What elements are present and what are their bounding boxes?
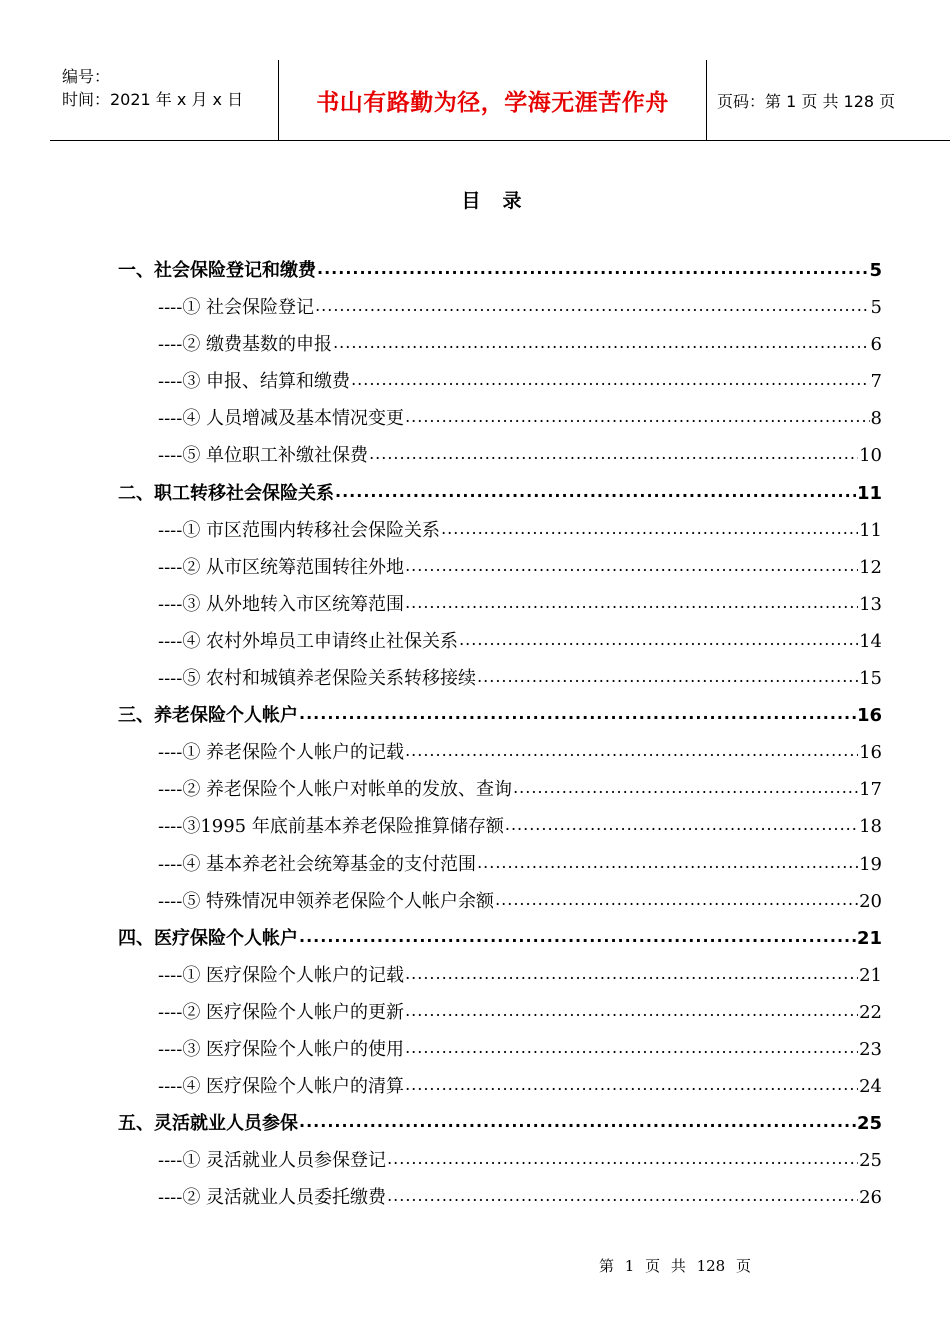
toc-subsection-entry[interactable] (118, 627, 882, 664)
toc-dot-leader (405, 1037, 858, 1055)
toc-subsection-entry[interactable] (118, 664, 882, 701)
toc-subsection-entry[interactable] (118, 1183, 882, 1220)
toc-entry-page-number: 20 (859, 890, 882, 912)
toc-entry-label: 四、医疗保险个人帐户 (118, 927, 298, 949)
toc-subsection-entry[interactable] (118, 1146, 882, 1183)
toc-title: 目录 (461, 190, 544, 212)
toc-entry-page-number: 16 (859, 742, 882, 764)
toc-subsection-entry[interactable] (118, 850, 882, 887)
toc-subsection-entry[interactable] (118, 1072, 882, 1109)
toc-entry-label: 一、社会保险登记和缴费 (118, 260, 316, 281)
toc-entry-page-number: 11 (856, 482, 882, 504)
document-time: 时间：2021 年 x 月 x 日 (62, 90, 244, 109)
toc-entry-page-number: 17 (859, 779, 882, 801)
toc-entry-page-number: 5 (869, 260, 882, 281)
toc-entry-label: ----③ 医疗保险个人帐户的使用 (158, 1038, 405, 1060)
toc-dot-leader (405, 555, 858, 573)
page-header (50, 60, 950, 141)
toc-dot-leader (299, 703, 856, 721)
toc-dot-leader (317, 258, 868, 276)
toc-section-entry[interactable] (118, 701, 882, 738)
toc-subsection-entry[interactable] (118, 738, 882, 775)
toc-entry-label: ----③1995 年底前基本养老保险推算储存额 (158, 816, 504, 838)
toc-entry-label: ----② 灵活就业人员委托缴费 (158, 1187, 387, 1209)
toc-entry-page-number: 25 (859, 1150, 882, 1172)
toc-subsection-entry[interactable] (118, 887, 882, 924)
toc-dot-leader (299, 926, 856, 944)
toc-entry-page-number: 21 (856, 927, 882, 949)
table-of-contents (118, 256, 882, 1220)
toc-entry-page-number: 23 (859, 1038, 882, 1060)
toc-entry-label: 五、灵活就业人员参保 (118, 1113, 298, 1135)
toc-entry-page-number: 14 (859, 630, 882, 652)
toc-entry-page-number: 7 (870, 371, 882, 393)
header-motto: 书山有路勤为径，学海无涯苦作舟 (279, 60, 707, 140)
toc-entry-label: ----④ 医疗保险个人帐户的清算 (158, 1076, 405, 1098)
toc-subsection-entry[interactable] (118, 367, 882, 404)
toc-entry-page-number: 13 (859, 593, 882, 615)
toc-subsection-entry[interactable] (118, 590, 882, 627)
toc-entry-label: ----③ 从外地转入市区统筹范围 (158, 593, 405, 615)
toc-entry-page-number: 5 (870, 297, 882, 319)
toc-dot-leader (405, 740, 858, 758)
toc-entry-label: ----② 医疗保险个人帐户的更新 (158, 1001, 405, 1023)
toc-dot-leader (405, 406, 869, 424)
toc-entry-label: 三、养老保险个人帐户 (118, 705, 298, 727)
toc-dot-leader (387, 1185, 858, 1203)
toc-dot-leader (477, 852, 858, 870)
toc-dot-leader (387, 1148, 858, 1166)
toc-dot-leader (495, 889, 858, 907)
toc-entry-page-number: 15 (859, 668, 882, 690)
toc-entry-label: ----① 医疗保险个人帐户的记载 (158, 964, 405, 986)
toc-entry-label: ----① 养老保险个人帐户的记载 (158, 742, 405, 764)
toc-dot-leader (335, 481, 856, 499)
toc-entry-page-number: 6 (870, 334, 882, 356)
toc-entry-page-number: 12 (859, 556, 882, 578)
toc-section-entry[interactable] (118, 924, 882, 961)
toc-entry-label: 二、职工转移社会保险关系 (118, 482, 334, 504)
toc-dot-leader (513, 777, 858, 795)
toc-entry-page-number: 22 (859, 1001, 882, 1023)
toc-entry-label: ----② 从市区统筹范围转往外地 (158, 556, 405, 578)
toc-subsection-entry[interactable] (118, 812, 882, 849)
toc-subsection-entry[interactable] (118, 998, 882, 1035)
toc-subsection-entry[interactable] (118, 293, 882, 330)
toc-entry-label: ----① 市区范围内转移社会保险关系 (158, 519, 441, 541)
toc-subsection-entry[interactable] (118, 330, 882, 367)
toc-dot-leader (459, 629, 858, 647)
toc-subsection-entry[interactable] (118, 961, 882, 998)
toc-dot-leader (315, 295, 869, 313)
toc-entry-page-number: 16 (856, 705, 882, 727)
toc-entry-label: ----① 灵活就业人员参保登记 (158, 1150, 387, 1172)
toc-entry-page-number: 25 (856, 1113, 882, 1135)
toc-section-entry[interactable] (118, 479, 882, 516)
toc-dot-leader (351, 369, 869, 387)
toc-entry-label: ----⑤ 单位职工补缴社保费 (158, 445, 369, 467)
toc-entry-page-number: 26 (859, 1187, 882, 1209)
toc-subsection-entry[interactable] (118, 441, 882, 478)
toc-entry-page-number: 10 (859, 445, 882, 467)
toc-entry-label: ----⑤ 特殊情况申领养老保险个人帐户余额 (158, 890, 495, 912)
toc-entry-label: ----⑤ 农村和城镇养老保险关系转移接续 (158, 668, 477, 690)
toc-entry-label: ----③ 申报、结算和缴费 (158, 371, 351, 393)
toc-dot-leader (299, 1111, 856, 1129)
toc-entry-label: ----④ 基本养老社会统筹基金的支付范围 (158, 853, 477, 875)
toc-entry-label: ----④ 农村外埠员工申请终止社保关系 (158, 630, 459, 652)
toc-entry-label: ----② 养老保险个人帐户对帐单的发放、查询 (158, 779, 513, 801)
toc-entry-page-number: 18 (859, 816, 882, 838)
toc-subsection-entry[interactable] (118, 553, 882, 590)
toc-dot-leader (405, 1000, 858, 1018)
toc-dot-leader (405, 963, 858, 981)
toc-section-entry[interactable] (118, 1109, 882, 1146)
toc-subsection-entry[interactable] (118, 516, 882, 553)
toc-subsection-entry[interactable] (118, 404, 882, 441)
toc-dot-leader (333, 332, 869, 350)
toc-dot-leader (477, 666, 858, 684)
header-page-info: 页码：第 1 页 共 128 页 (717, 91, 896, 111)
toc-entry-label: ----② 缴费基数的申报 (158, 334, 333, 356)
toc-entry-label: ----④ 人员增减及基本情况变更 (158, 408, 405, 430)
toc-subsection-entry[interactable] (118, 775, 882, 812)
toc-subsection-entry[interactable] (118, 1035, 882, 1072)
toc-entry-page-number: 24 (859, 1076, 882, 1098)
toc-dot-leader (369, 443, 858, 461)
toc-dot-leader (405, 592, 858, 610)
toc-dot-leader (405, 1074, 858, 1092)
header-meta (50, 60, 279, 140)
toc-entry-page-number: 11 (859, 519, 882, 541)
toc-dot-leader (441, 518, 858, 536)
toc-section-entry[interactable] (118, 256, 882, 293)
toc-dot-leader (505, 814, 858, 832)
toc-entry-page-number: 19 (859, 853, 882, 875)
toc-entry-page-number: 8 (870, 408, 882, 430)
page-footer: 第 1 页 共 128 页 (598, 1257, 751, 1275)
document-number-label: 编号： (62, 67, 111, 86)
toc-entry-label: ----① 社会保险登记 (158, 297, 315, 319)
toc-entry-page-number: 21 (859, 964, 882, 986)
